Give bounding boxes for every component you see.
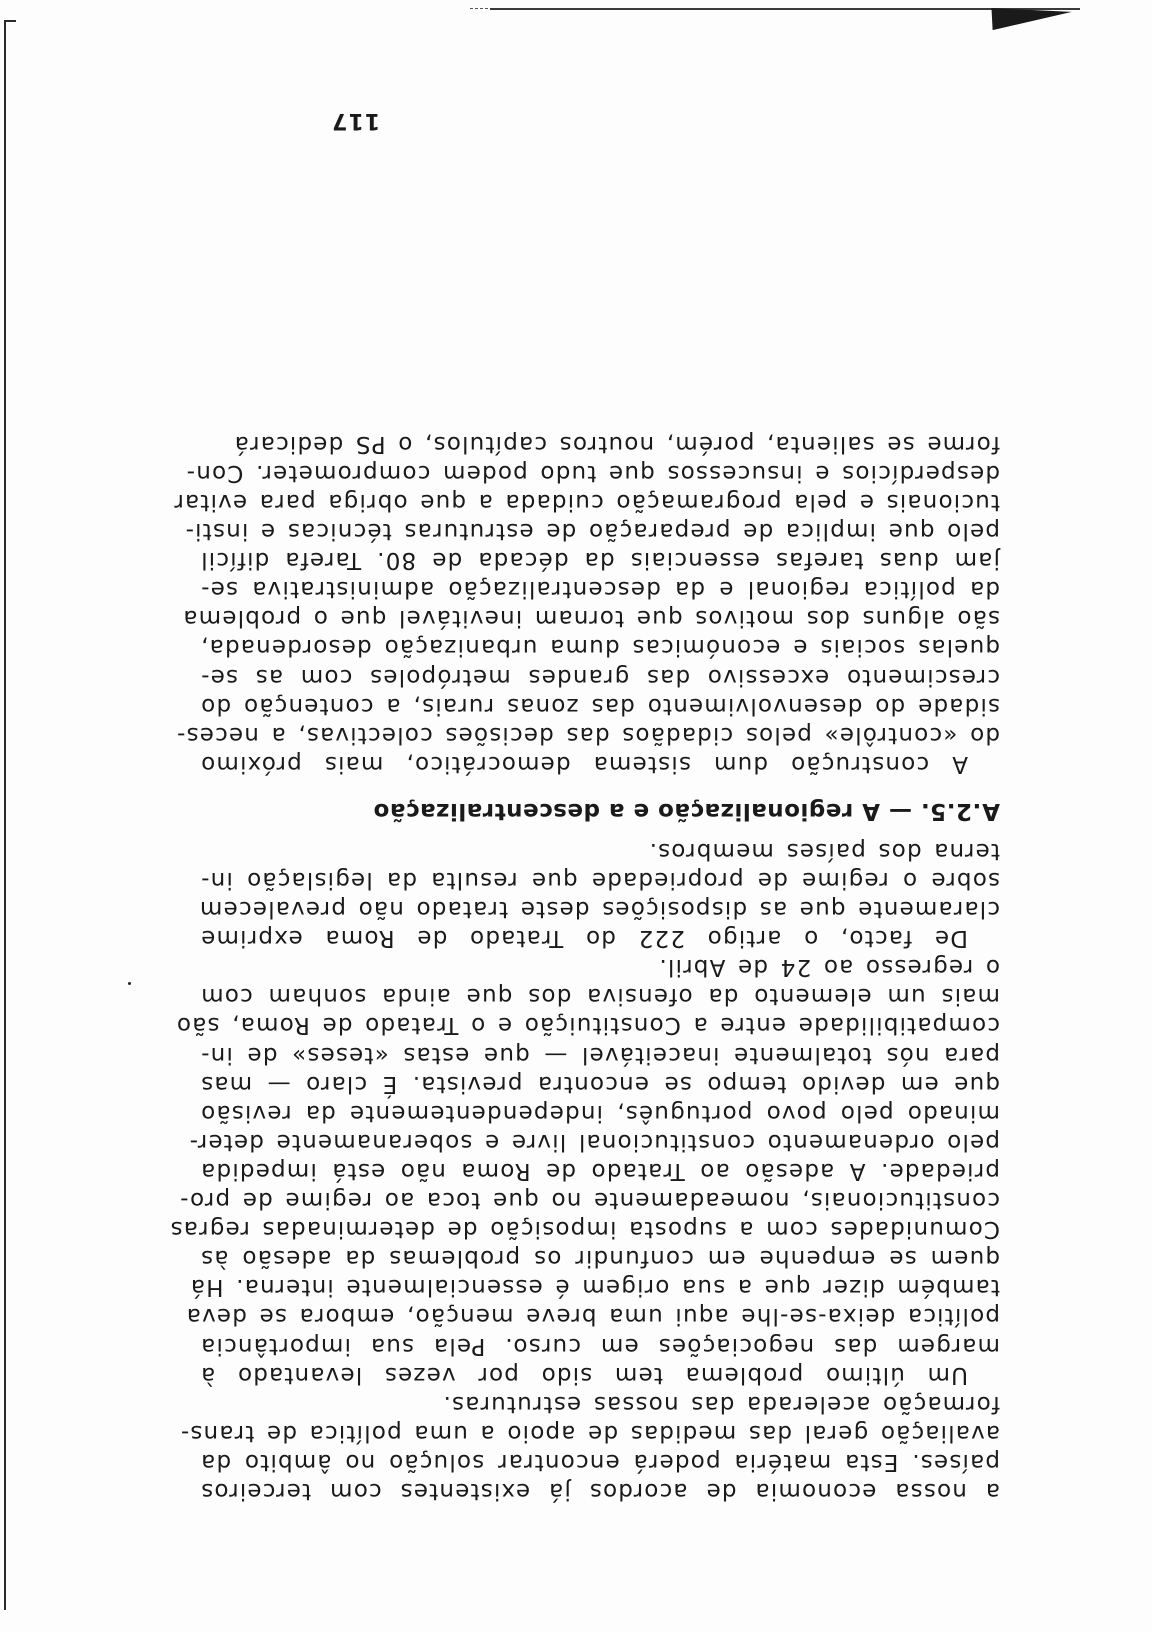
rotated-page-content — [169, 105, 1000, 1505]
scan-edge-top — [4, 20, 16, 22]
text-line: claramente que as disposições deste tratado não prevalecem — [198, 896, 1000, 923]
text-line: minado pelo povo português, independentemente da revisão — [200, 1099, 1000, 1126]
text-line: o regresso ao 24 de Abril. — [658, 954, 1000, 981]
scan-speck — [128, 982, 131, 985]
text-line: política deixa-se-lhe aqui uma breve menção, embora se deva — [185, 1303, 1000, 1330]
text-line: margem das negociações em curso. Pela sua importância — [200, 1332, 1000, 1359]
text-line: a nossa economia de acordos já existentes com terceiros — [200, 1478, 1000, 1504]
text-line: tucionais e pela programação cuidada a que obriga para evitar — [173, 489, 1000, 515]
scan-edge-left — [4, 20, 6, 1610]
paragraph — [200, 836, 1000, 952]
text-line: De facto, o artigo 222 do Tratado de Roma exprime — [200, 925, 968, 952]
text-line: terna dos países membros. — [648, 837, 1000, 864]
text-line: pelo ordenamento constitucional livre e soberanamente deter- — [188, 1128, 1000, 1155]
text-line: forme se salienta, porém, noutros capítulos, o PS dedicará — [233, 430, 1000, 457]
text-line: sidade do desenvolvimento das zonas rurais, a contenção do — [200, 692, 1000, 719]
text-line: avaliação geral das medidas de apoio a uma política de trans- — [179, 1419, 1000, 1446]
text-line: jam duas tarefas essenciais da década de 80. Tarefa difícil — [200, 547, 1000, 574]
paragraph — [169, 952, 1000, 1388]
text-line: Um último problema tem sido por vezes levantado à — [200, 1361, 968, 1388]
paragraph — [179, 1389, 1000, 1505]
text-line: quem se empenhe em confundir os problemas da adesão às — [200, 1245, 1000, 1272]
body-text — [169, 429, 1000, 1505]
text-line: pelo que implica de preparação de estruturas técnicas e insti- — [184, 518, 1000, 545]
text-line: países. Esta matéria poderá encontrar solução no âmbito da — [200, 1448, 1000, 1475]
text-line: formação acelerada das nossas estruturas. — [442, 1390, 1000, 1417]
text-line: A construção dum sistema democrático, mais próximo — [200, 750, 968, 777]
text-line: Comunidades com a suposta imposição de determinadas regras — [169, 1216, 1000, 1243]
text-line: desperdícios e insucessos que tudo podem comprometer. Con- — [185, 459, 1000, 486]
page-number: 117 — [331, 108, 380, 133]
text-line: são alguns dos motivos que tornam inevitável que o problema — [182, 605, 1000, 632]
text-line: constitucionais, nomeadamente no que toca ao regime de pro- — [178, 1187, 1000, 1214]
paragraph — [173, 429, 1000, 778]
text-line: mais um elemento da ofensiva dos que ainda sonham com — [200, 983, 1000, 1010]
section-heading: A.2.5. — A regionalização e a descentralização — [373, 797, 1000, 824]
scan-corner-shadow — [991, 4, 1072, 30]
text-line: quelas sociais e económicas duma urbanização desordenada, — [200, 634, 1000, 661]
scan-dash-mark — [470, 8, 488, 10]
text-line: crescimento excessivo das grandes metrópoles com as se- — [200, 663, 1000, 690]
text-line: sobre o regime de propriedade que resulta da legislação in- — [200, 867, 1000, 894]
text-line: que em devido tempo se encontra prevista. É claro — mas — [200, 1070, 1000, 1097]
text-line: do «contrôle» pelos cidadãos das decisões colectivas, a neces- — [175, 721, 1000, 748]
text-line: da política regional e da descentralização administrativa se- — [200, 576, 1000, 603]
text-line: priedade. A adesão ao Tratado de Roma não está impedida — [200, 1157, 1000, 1184]
text-line: para nós totalmente inaceitável — que estas «teses» de in- — [200, 1041, 1000, 1068]
text-line: também dizer que a sua origem é essencialmente interna. Há — [189, 1274, 1000, 1301]
text-line: compatibilidade entre a Constituição e o Tratado de Roma, são — [175, 1012, 1000, 1039]
